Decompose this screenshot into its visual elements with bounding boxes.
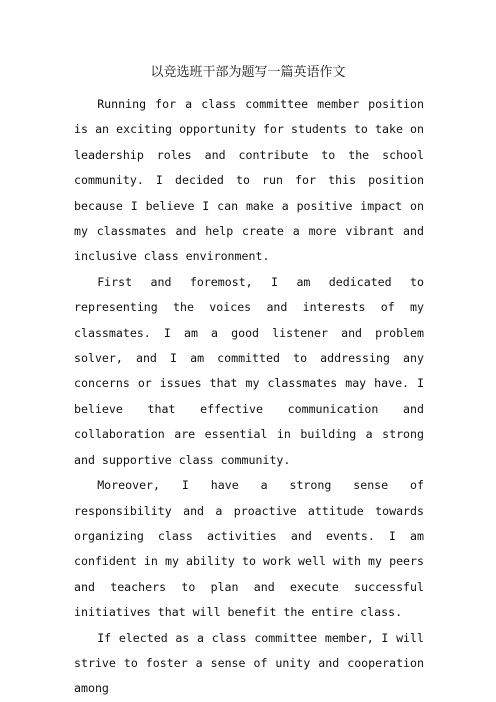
paragraph-1: Running for a class committee member position is an exciting opportunity for students to take on leadership roles and contribute to the school community. I decided to run for this position because I believe I can make a positive impact on my classmates and help create a more vibrant and inclusive class environment. [74, 97, 424, 264]
document-body [74, 92, 424, 702]
paragraph-3: Moreover, I have a strong sense of responsibility and a proactive attitude towards organizing class activities and events. I am confident in my ability to work well with my peers and teachers to plan and execute successful initiatives that will benefit the entire class. [74, 478, 424, 620]
paragraph-2: First and foremost, I am dedicated to representing the voices and interests of my classmates. I am a good listener and problem solver, and I am committed to addressing any concerns or issues that my classmates may have. I believe that effective communication and collaboration are essential in building a strong and supportive class community. [74, 274, 424, 467]
paragraph-4: If elected as a class committee member, I will strive to foster a sense of unity and cooperation among [74, 630, 424, 696]
document-title: 以竞选班干部为题写一篇英语作文 [150, 65, 346, 80]
